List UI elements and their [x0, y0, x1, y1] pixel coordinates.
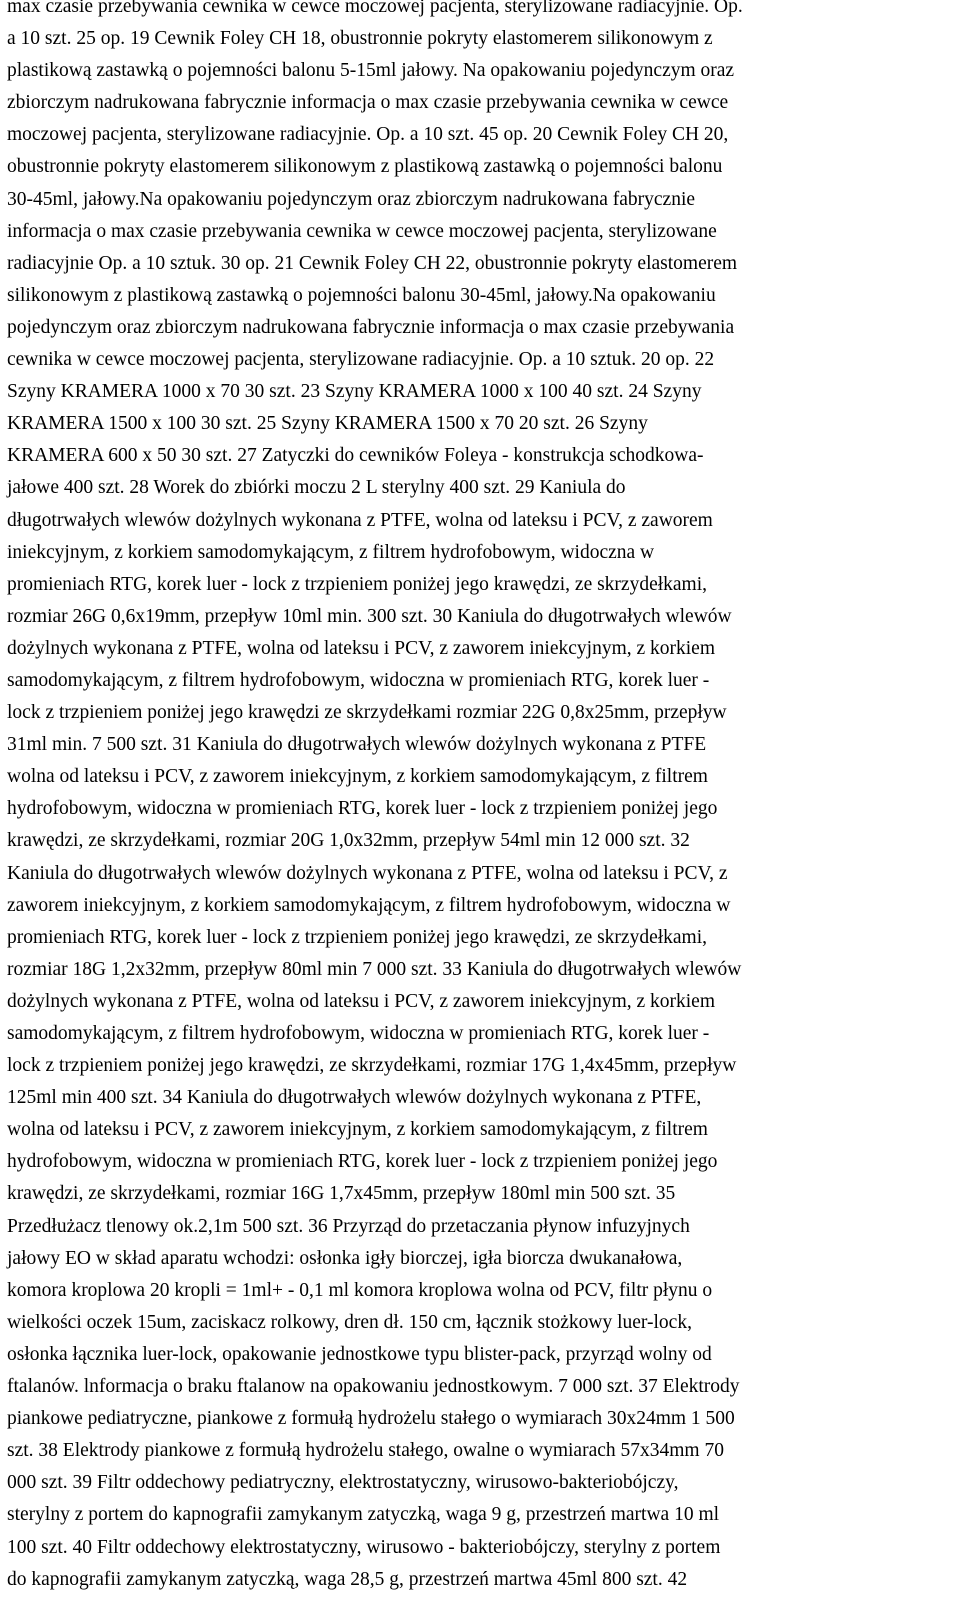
- text-line: Przedłużacz tlenowy ok.2,1m 500 szt. 36 Przyrząd do przetaczania płynow infuzyjnych: [7, 1215, 690, 1237]
- text-line: samodomykającym, z filtrem hydrofobowym, widoczna w promieniach RTG, korek luer -: [7, 669, 710, 691]
- text-line: rozmiar 26G 0,6x19mm, przepływ 10ml min. 300 szt. 30 Kaniula do długotrwałych wlewów: [7, 605, 732, 627]
- text-line: osłonka łącznika luer-lock, opakowanie jednostkowe typu blister-pack, przyrząd wolny od: [7, 1343, 712, 1365]
- text-line: sterylny z portem do kapnografii zamykanym zatyczką, waga 9 g, przestrzeń martwa 10 ml: [7, 1504, 720, 1526]
- text-line: KRAMERA 600 x 50 30 szt. 27 Zatyczki do cewników Foleya - konstrukcja schodkowa-: [7, 445, 704, 467]
- text-line: max czasie przebywania cewnika w cewce moczowej pacjenta, sterylizowane radiacyjnie. Op.: [7, 0, 743, 17]
- text-line: rozmiar 18G 1,2x32mm, przepływ 80ml min 7 000 szt. 33 Kaniula do długotrwałych wlewów: [7, 958, 742, 980]
- text-line: lock z trzpieniem poniżej jego krawędzi, ze skrzydełkami, rozmiar 17G 1,4x45mm, przepływ: [7, 1055, 737, 1077]
- text-line: hydrofobowym, widoczna w promieniach RTG, korek luer - lock z trzpieniem poniżej jego: [7, 798, 718, 820]
- text-line: 125ml min 400 szt. 34 Kaniula do długotrwałych wlewów dożylnych wykonana z PTFE,: [7, 1087, 702, 1109]
- text-line: moczowej pacjenta, sterylizowane radiacyjnie. Op. a 10 szt. 45 op. 20 Cewnik Foley CH 20,: [7, 124, 729, 146]
- text-line: 000 szt. 39 Filtr oddechowy pediatryczny, elektrostatyczny, wirusowo-bakteriobójczy,: [7, 1472, 679, 1494]
- text-line: krawędzi, ze skrzydełkami, rozmiar 20G 1,0x32mm, przepływ 54ml min 12 000 szt. 32: [7, 830, 690, 852]
- text-line: do kapnografii zamykanym zatyczką, waga 28,5 g, przestrzeń martwa 45ml 800 szt. 42: [7, 1568, 688, 1590]
- document-body: [7, 0, 942, 1596]
- text-line: obustronnie pokryty elastomerem silikonowym z plastikową zastawką o pojemności balonu: [7, 156, 723, 178]
- text-line: radiacyjnie Op. a 10 sztuk. 30 op. 21 Cewnik Foley CH 22, obustronnie pokryty elastomerem: [7, 252, 738, 274]
- text-line: 30-45ml, jałowy.Na opakowaniu pojedynczym oraz zbiorczym nadrukowana fabrycznie: [7, 188, 696, 210]
- text-line: silikonowym z plastikową zastawką o pojemności balonu 30-45ml, jałowy.Na opakowaniu: [7, 284, 716, 306]
- text-line: Szyny KRAMERA 1000 x 70 30 szt. 23 Szyny KRAMERA 1000 x 100 40 szt. 24 Szyny: [7, 381, 702, 403]
- text-line: szt. 38 Elektrody piankowe z formułą hydrożelu stałego, owalne o wymiarach 57x34mm 70: [7, 1440, 724, 1462]
- text-line: hydrofobowym, widoczna w promieniach RTG, korek luer - lock z trzpieniem poniżej jego: [7, 1151, 718, 1173]
- text-line: promieniach RTG, korek luer - lock z trzpieniem poniżej jego krawędzi, ze skrzydełkami,: [7, 926, 708, 948]
- text-line: wielkości oczek 15um, zaciskacz rolkowy, dren dł. 150 cm, łącznik stożkowy luer-lock,: [7, 1311, 692, 1333]
- text-line: dożylnych wykonana z PTFE, wolna od lateksu i PCV, z zaworem iniekcyjnym, z korkiem: [7, 990, 715, 1012]
- text-line: wolna od lateksu i PCV, z zaworem iniekcyjnym, z korkiem samodomykającym, z filtrem: [7, 766, 708, 788]
- text-line: promieniach RTG, korek luer - lock z trzpieniem poniżej jego krawędzi, ze skrzydełkami,: [7, 573, 708, 595]
- text-line: zaworem iniekcyjnym, z korkiem samodomykającym, z filtrem hydrofobowym, widoczna w: [7, 894, 731, 916]
- text-line: zbiorczym nadrukowana fabrycznie informacja o max czasie przebywania cewnika w cewce: [7, 92, 729, 114]
- text-line: a 10 szt. 25 op. 19 Cewnik Foley CH 18, obustronnie pokryty elastomerem silikonowym z: [7, 28, 713, 50]
- text-line: informacja o max czasie przebywania cewnika w cewce moczowej pacjenta, sterylizowane: [7, 220, 717, 242]
- text-line: cewnika w cewce moczowej pacjenta, sterylizowane radiacyjnie. Op. a 10 sztuk. 20 op. 22: [7, 349, 715, 371]
- text-line: 31ml min. 7 500 szt. 31 Kaniula do długotrwałych wlewów dożylnych wykonana z PTFE: [7, 734, 707, 756]
- text-line: samodomykającym, z filtrem hydrofobowym, widoczna w promieniach RTG, korek luer -: [7, 1023, 710, 1044]
- text-line: plastikową zastawką o pojemności balonu 5-15ml jałowy. Na opakowaniu pojedynczym oraz: [7, 60, 735, 82]
- text-line: wolna od lateksu i PCV, z zaworem iniekcyjnym, z korkiem samodomykającym, z filtrem: [7, 1119, 708, 1141]
- text-line: KRAMERA 1500 x 100 30 szt. 25 Szyny KRAMERA 1500 x 70 20 szt. 26 Szyny: [7, 413, 648, 435]
- text-line: dożylnych wykonana z PTFE, wolna od lateksu i PCV, z zaworem iniekcyjnym, z korkiem: [7, 637, 715, 659]
- text-line: pojedynczym oraz zbiorczym nadrukowana fabrycznie informacja o max czasie przebywania: [7, 316, 735, 338]
- text-line: długotrwałych wlewów dożylnych wykonana z PTFE, wolna od lateksu i PCV, z zaworem: [7, 509, 713, 531]
- text-line: ftalanów. lnformacja o braku ftalanow na opakowaniu jednostkowym. 7 000 szt. 37 Elektrody: [7, 1376, 740, 1398]
- text-line: krawędzi, ze skrzydełkami, rozmiar 16G 1,7x45mm, przepływ 180ml min 500 szt. 35: [7, 1183, 676, 1205]
- text-line: Kaniula do długotrwałych wlewów dożylnych wykonana z PTFE, wolna od lateksu i PCV, z: [7, 862, 728, 884]
- text-line: komora kroplowa 20 kropli = 1ml+ - 0,1 ml komora kroplowa wolna od PCV, filtr płynu o: [7, 1279, 713, 1301]
- text-line: lock z trzpieniem poniżej jego krawędzi ze skrzydełkami rozmiar 22G 0,8x25mm, przepływ: [7, 702, 727, 724]
- text-line: iniekcyjnym, z korkiem samodomykającym, z filtrem hydrofobowym, widoczna w: [7, 541, 655, 563]
- text-line: jałowy EO w skład aparatu wchodzi: osłonka igły biorczej, igła biorcza dwukanałowa,: [7, 1247, 683, 1269]
- text-line: 100 szt. 40 Filtr oddechowy elektrostatyczny, wirusowo - bakteriobójczy, sterylny z portem: [7, 1536, 721, 1558]
- text-line: jałowe 400 szt. 28 Worek do zbiórki moczu 2 L sterylny 400 szt. 29 Kaniula do: [7, 477, 626, 499]
- text-line: piankowe pediatryczne, piankowe z formułą hydrożelu stałego o wymiarach 30x24mm 1 500: [7, 1408, 735, 1430]
